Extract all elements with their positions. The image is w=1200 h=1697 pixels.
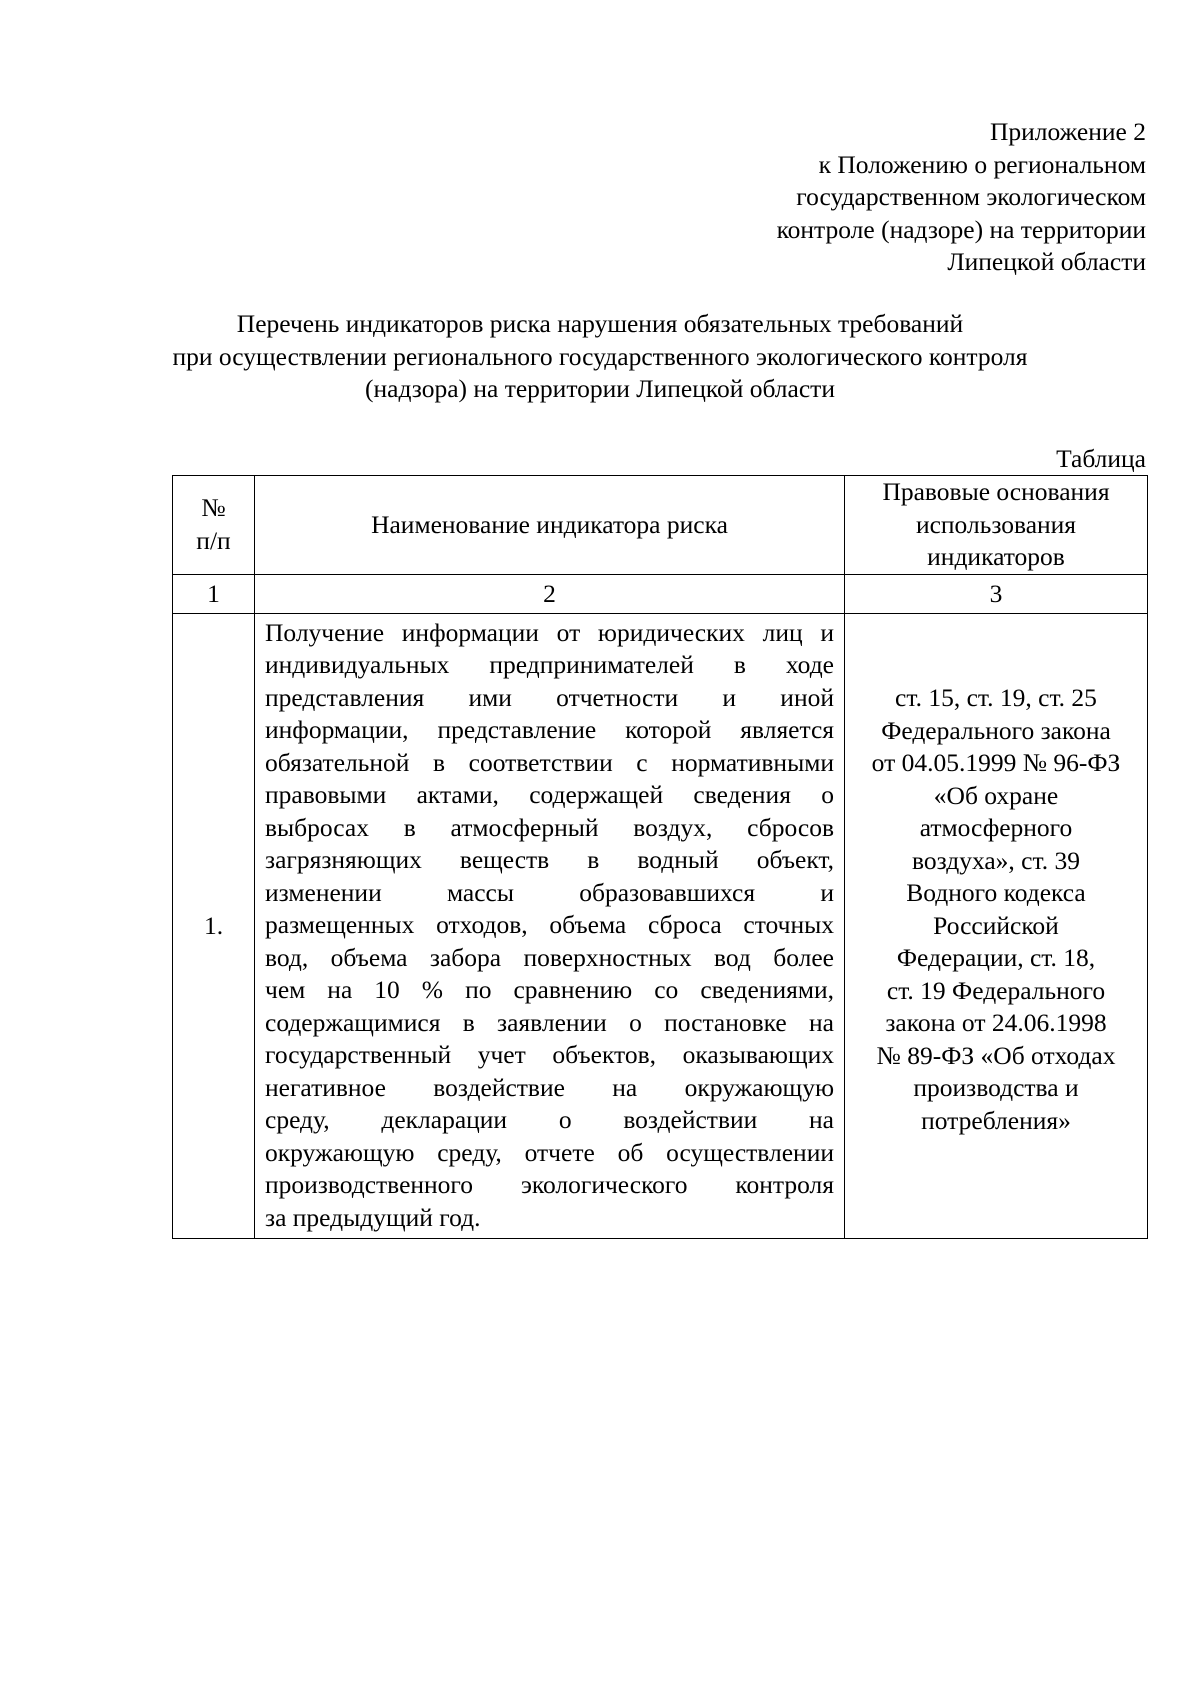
header-legal-basis bbox=[845, 476, 1148, 575]
indicator-line: информации, представление которой является bbox=[265, 715, 834, 744]
table-row bbox=[173, 613, 1148, 1239]
header-indicator-name bbox=[255, 476, 845, 575]
header-legal-basis-line: индикаторов bbox=[927, 542, 1065, 571]
indicator-line: обязательной в соответствии с нормативными bbox=[265, 747, 834, 777]
title-line: при осуществлении регионального государственного экологического контроля bbox=[172, 341, 1028, 371]
legal-basis-line: закона от 24.06.1998 bbox=[885, 1008, 1107, 1038]
legal-basis-line: Федерации, ст. 18, bbox=[896, 943, 1096, 973]
indicator-line: окружающую среду, отчете об осуществлении bbox=[265, 1137, 834, 1167]
indicator-line: загрязняющих веществ в водный объект, bbox=[265, 845, 834, 874]
indicator-line: выбросах в атмосферный воздух, сбросов bbox=[265, 812, 834, 842]
legal-basis-cell bbox=[845, 613, 1148, 1239]
legal-basis-line: производства и bbox=[913, 1073, 1079, 1103]
indicator-line: вод, объема забора поверхностных вод более bbox=[265, 942, 834, 972]
indicator-line: государственный учет объектов, оказывающих bbox=[265, 1040, 834, 1069]
header-legal-basis-line: Правовые основания bbox=[882, 477, 1110, 506]
indicator-text bbox=[255, 614, 844, 1239]
title-line: (надзора) на территории Липецкой области bbox=[365, 374, 835, 403]
legal-basis-line: Федерального закона bbox=[881, 715, 1111, 745]
indicator-cell bbox=[255, 613, 845, 1239]
legal-basis-line: № 89-ФЗ «Об отходах bbox=[876, 1040, 1116, 1070]
indicator-line: за предыдущий год. bbox=[265, 1202, 481, 1232]
indicator-line: Получение информации от юридических лиц и bbox=[265, 617, 834, 647]
column-index-row bbox=[173, 574, 1148, 613]
legal-basis-line: Российской bbox=[933, 910, 1059, 940]
indicator-line: производственного экологического контроля bbox=[265, 1170, 834, 1199]
legal-basis-text bbox=[845, 682, 1147, 1137]
appendix-line: Приложение 2 bbox=[990, 117, 1146, 146]
indicator-line: размещенных отходов, объема сброса сточных bbox=[265, 910, 834, 939]
header-number bbox=[173, 476, 255, 575]
indicator-line: индивидуальных предпринимателей в ходе bbox=[265, 650, 834, 679]
legal-basis-line: «Об охране bbox=[933, 780, 1059, 810]
indicator-line: изменении массы образовавшихся и bbox=[265, 877, 834, 907]
header-number-line: № bbox=[201, 493, 226, 523]
legal-basis-line: ст. 15, ст. 19, ст. 25 bbox=[895, 683, 1097, 713]
legal-basis-line: Водного кодекса bbox=[906, 878, 1086, 908]
appendix-line: к Положению о региональном bbox=[818, 149, 1146, 179]
title-line: Перечень индикаторов риска нарушения обязательных требований bbox=[236, 309, 964, 338]
table-label: Таблица bbox=[1056, 444, 1146, 473]
header-indicator-name-text: Наименование индикатора риска bbox=[371, 509, 728, 539]
legal-basis-line: воздуха», ст. 39 bbox=[912, 845, 1080, 875]
legal-basis-line: ст. 19 Федерального bbox=[886, 975, 1106, 1005]
document-title bbox=[150, 308, 1050, 406]
appendix-line: Липецкой области bbox=[947, 247, 1146, 276]
indicator-line: среду, декларации о воздействии на bbox=[265, 1105, 834, 1134]
legal-basis-line: потребления» bbox=[921, 1105, 1071, 1135]
indicator-line: чем на 10 % по сравнению со сведениями, bbox=[265, 975, 834, 1004]
indicator-line: содержащимися в заявлении о постановке на bbox=[265, 1007, 834, 1037]
appendix-line: государственном экологическом bbox=[796, 182, 1146, 211]
table-header-row bbox=[173, 476, 1148, 575]
column-index: 3 bbox=[845, 574, 1148, 613]
column-index: 2 bbox=[255, 574, 845, 613]
row-number: 1. bbox=[173, 613, 255, 1239]
appendix-line: контроле (надзоре) на территории bbox=[776, 214, 1146, 244]
appendix-reference bbox=[446, 116, 1146, 279]
indicator-line: правовыми актами, содержащей сведения о bbox=[265, 780, 834, 809]
indicator-line: негативное воздействие на окружающую bbox=[265, 1072, 834, 1102]
indicator-line: представления ими отчетности и иной bbox=[265, 682, 834, 712]
legal-basis-line: атмосферного bbox=[919, 813, 1073, 843]
legal-basis-line: от 04.05.1999 № 96-ФЗ bbox=[871, 748, 1121, 778]
header-number-line: п/п bbox=[196, 525, 231, 555]
column-index: 1 bbox=[173, 574, 255, 613]
header-legal-basis-line: использования bbox=[915, 509, 1077, 539]
risk-indicators-table bbox=[172, 475, 1148, 1239]
